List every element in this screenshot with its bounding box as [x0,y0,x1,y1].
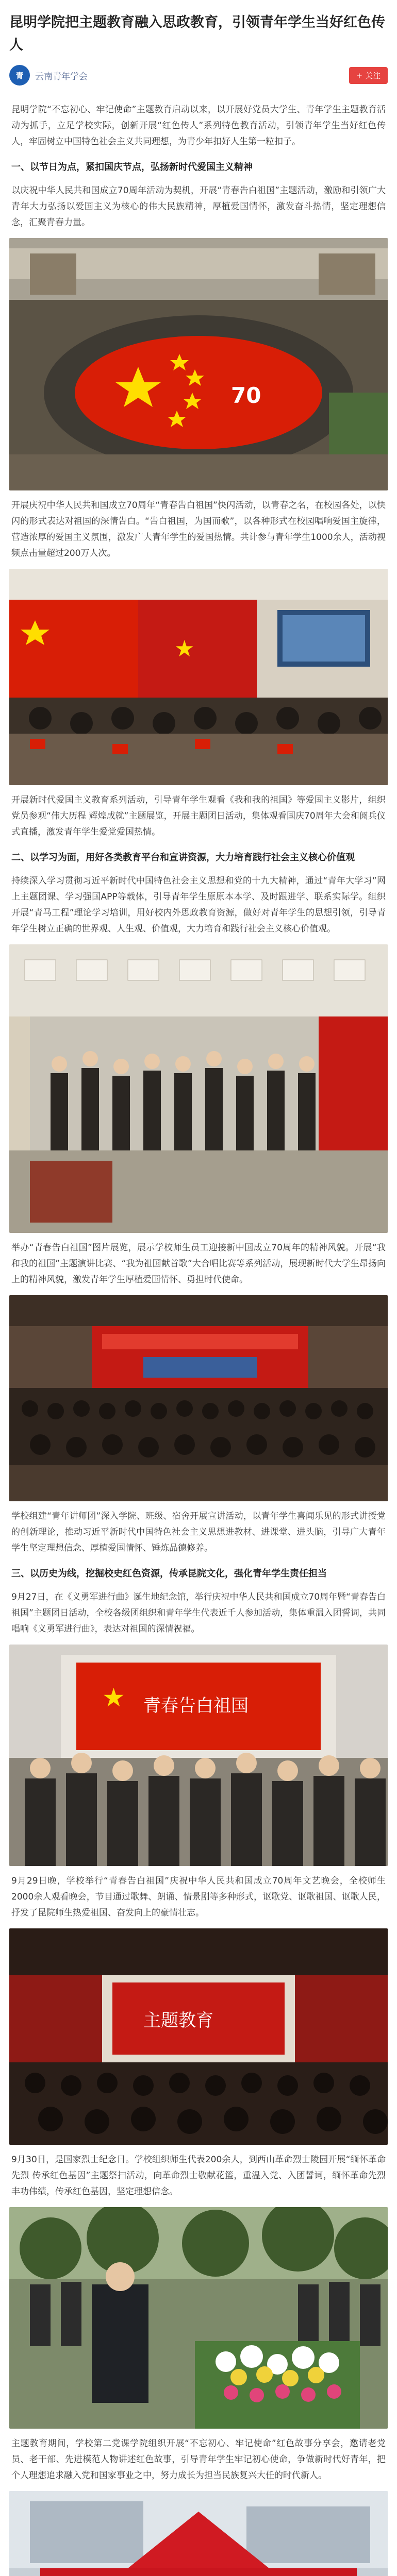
screen-caption-2: 主题教育 [143,2010,213,2031]
paragraph: 以庆祝中华人民共和国成立70周年活动为契机，开展“青春告白祖国”主题活动，激励和引领广大青年大力弘扬以爱国主义为核心的伟大民族精神，厚植爱国情怀，激发奋斗热情，坚定理想信念，汇聚青春力量。 [11,185,386,228]
account-name[interactable]: 云南青年学会 [35,71,88,82]
photo-auditorium-screen [9,1645,388,1866]
paragraph: 9月27日，在《义勇军进行曲》诞生地纪念馆，举行庆祝中华人民共和国成立70周年暨“青春告白祖国”主题团日活动，全校各级团组织和青年学生代表近千人参加活动，集体重温入团誓词，共同唱响《义勇军进行曲》，表达对祖国的深情祝福。 [11,1592,386,1634]
section-heading-2: 二、以学习为面，用好各类教育平台和宣讲资源，大力培育践行社会主义核心价值观 [11,852,355,863]
photo-exhibition-hall [9,944,388,1233]
follow-button[interactable]: + 关注 [349,67,388,84]
photo-gala-stage [9,1928,388,2145]
paragraph-intro: 昆明学院“不忘初心、牢记使命”主题教育启动以来，以开展好党员大学生、青年学生主题教育活动为抓手，立足学校实际，创新开展“红色传人”系列特色教育活动，引领青年学生当好红色传人，牢固树立中国特色社会主义共同理想，为青少年扣好人生第一粒扣子。 [11,105,386,147]
section-heading-1: 一、以节日为点，紧扣国庆节点，弘扬新时代爱国主义精神 [11,162,253,173]
photo-group-banner [9,2491,388,2576]
article-title: 昆明学院把主题教育融入思政教育，引领青年学生当好红色传人 [9,14,385,53]
svg-text:★: ★ [174,636,195,662]
paragraph: 开展新时代爱国主义教育系列活动，引导青年学生观看《我和我的祖国》等爱国主义影片，组织党员参观“伟大历程 辉煌成就”主题展览，开展主题团日活动，集体观看国庆70周年大会和阅兵仪式直播，激发青年学生爱党爱国热情。 [11,795,386,837]
paragraph: 学校组建“青年讲师团”深入学院、班级、宿舍开展宣讲活动，以青年学生喜闻乐见的形式讲授党的创新理论，推动习近平新时代中国特色社会主义思想进教材、进课堂、进头脑，引导广大青年学生坚定理想信念、厚植爱国情怀、锤炼品德修养。 [11,1511,386,1553]
paragraph: 9月29日晚，学校举行“青春告白祖国”庆祝中华人民共和国成立70周年文艺晚会，全校师生2000余人观看晚会，节目通过歌舞、朗诵、情景剧等多种形式，讴歌党、讴歌祖国、讴歌人民，抒发了昆院师生热爱祖国、奋发向上的豪情壮志。 [11,1876,386,1918]
paragraph: 开展庆祝中华人民共和国成立70周年“青春告白祖国”快闪活动，以青春之名，在校园各处，以快闪的形式表达对祖国的深情告白。“告白祖国，为国而歌”，以各种形式在校园唱响爱国主旋律，营造浓厚的爱国主义氛围，激发广大青年学生的爱国热情。共计参与青年学生1000余人，活动视频点击量超过200万人次。 [11,500,386,558]
paragraph: 举办“青春告白祖国”图片展览，展示学校师生员工迎接新中国成立70周年的精神风貌。开展“我和我的祖国”主题演讲比赛、“我为祖国献首歌”大合唱比赛等系列活动，展现新时代大学生昂扬向上的精神风貌，激发青年学生厚植爱国情怀、勇担时代使命。 [11,1243,386,1285]
photo-lecture-hall [9,1295,388,1501]
photo-flag-formation [9,238,388,490]
account-bar [0,60,397,95]
photo-classroom-flags [9,569,388,785]
paragraph: 持续深入学习贯彻习近平新时代中国特色社会主义思想和党的十九大精神，通过“青年大学习”网上主题团课、学习强国APP等载体，引导青年学生原原本本学、及时跟进学、联系实际学。组织开展“青马工程”理论学习培训，用好校内外思政教育资源，做好对青年学生的思想引领，引导青年学生树立正确的世界观、人生观、价值观，大力培育和践行社会主义核心价值观。 [11,876,386,934]
section-heading-3: 三、以历史为线，挖掘校史红色资源，传承昆院文化，强化青年学生责任担当 [11,1568,327,1579]
svg-text:★: ★ [102,1683,125,1713]
paragraph: 9月30日，是国家烈士纪念日。学校组织师生代表200余人，到西山革命烈士陵园开展“缅怀革命先烈 传承红色基因”主题祭扫活动，向革命烈士敬献花篮，重温入党、入团誓词，缅怀革命先烈丰功伟绩，传承红色基因，坚定理想信念。 [11,2155,386,2197]
svg-text:70: 70 [231,383,261,408]
paragraph: 主题教育期间，学校第二党课学院组织开展“不忘初心、牢记使命”红色故事分享会，邀请老党员、老干部、先进模范人物讲述红色故事，引导青年学生牢记初心使命，争做新时代好青年，把个人理想追求融入党和国家事业之中，努力成长为担当民族复兴大任的时代新人。 [11,2438,386,2481]
photo-memorial-ceremony [9,2207,388,2429]
screen-caption: 青春告白祖国 [143,1696,249,1716]
account-avatar[interactable]: 青 [9,65,30,86]
